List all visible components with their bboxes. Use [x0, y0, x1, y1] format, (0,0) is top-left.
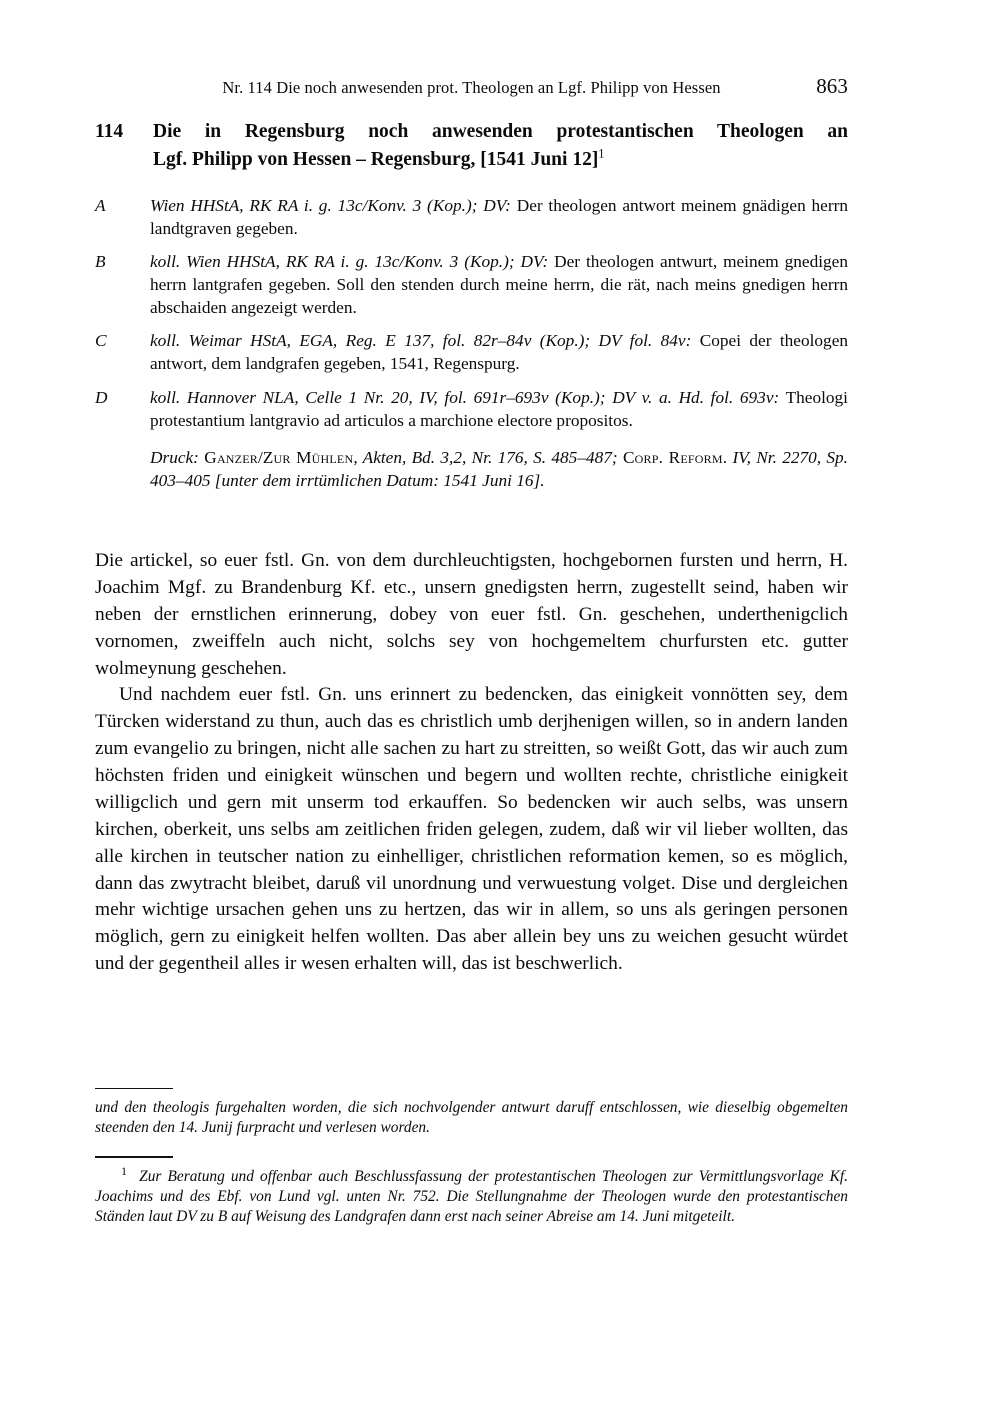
apparatus-description: Der theologen antwurt, meinem gnedigen herrn lantgrafen gegeben. Soll den stenden durch meine herrn, die rät, nach meins gnedigen herrn abschaiden angezeigt werden. — [150, 252, 848, 318]
apparatus-sigil: B — [95, 252, 106, 272]
apparatus-description: Copei der theologen antwort, dem landgrafen gegeben, 1541, Regenspurg. — [150, 331, 848, 374]
document-number: 114 — [95, 121, 124, 142]
apparatus-shelfmark: Wien HHStA, RK RA i. g. 13c/Konv. 3 (Kop.); DV: — [150, 196, 511, 215]
running-head — [95, 74, 848, 98]
footnote-rule-continuation — [95, 1088, 173, 1089]
footnote-1-marker: 1 — [121, 1163, 127, 1178]
druck-separator: / — [257, 447, 263, 467]
apparatus-body — [150, 386, 848, 432]
page-number: 863 — [816, 74, 848, 98]
druck-author-2: Zur Mühlen — [262, 447, 354, 467]
title-footnote-marker: 1 — [598, 146, 605, 161]
apparatus-entry-d — [95, 386, 848, 432]
footnote-rule-numbered — [95, 1156, 173, 1157]
apparatus-entry-b — [95, 250, 848, 319]
apparatus-body — [150, 329, 848, 375]
body-paragraph-2: Und nachdem euer fstl. Gn. uns erinnert zu bedencken, das einigkeit vonnötten sey, dem Türcken widerstand zu thun, auch das es christlich umb derjhenigen willen, so in andern landen zum evangelio zu bringen, nicht alle sachen zu hart zu streitten, so weißt Gott, das wir auch zum höchsten friden und einigkeit wünschen und begern und wollten rechte, christliche einigkeit willigclich und gern mit unserm tod erkauffen. So bedencken wir auch selbs, was unsern kirchen, oberkeit, uns selbs am zeitlichen friden gelegen, zudem, daß wir vil lieber wollten, das alle kirchen in teutscher nation zu einhelliger, christlichen reformation kemen, so es möglich, dann das zwytracht bleibet, daruß vil unordnung und verwuestung volget. Dise und dergleichen mehr wichtige ursachen gehen uns zu hertzen, das wir in allem, so uns als geringen personen möglich, gern zu einigkeit helfen wollten. Das aber allein bey uns zu weichen gesucht würdet und der gegentheil alles ir wesen erhalten will, das ist beschwerlich. — [95, 684, 848, 975]
apparatus-sigil: D — [95, 387, 108, 407]
document-title-line-1: Die in Regensburg noch anwesenden protestantischen Theologen an — [153, 121, 848, 142]
apparatus-shelfmark: koll. Weimar HStA, EGA, Reg. E 137, fol. 82r–84v (Kop.); DV fol. 84v: — [150, 331, 692, 351]
apparatus-entry-a — [95, 194, 848, 240]
footnote-1 — [95, 1163, 849, 1227]
footnote-1-text: Zur Beratung und offenbar auch Beschlussfassung der protestantischen Theologen zur Vermittlungsvorlage Kf. Joachims und des Ebf. von Lund vgl. unten Nr. 752. Die Stellungnahme der Theologen wurde den protestantischen Ständen laut DV zu B auf Weisung des Landgrafen dann erst nach seiner Abreise am 14. Juni mitgeteilt. — [95, 1167, 849, 1225]
apparatus-sigil: C — [95, 331, 107, 351]
body-paragraph-1: Die artickel, so euer fstl. Gn. von dem durchleuchtigsten, hochgebornen fursten und herrn, H. Joachim Mgf. zu Brandenburg Kf. etc., unsern gnedigsten herrn, zugestellt seind, haben wir neben der ernstlichen erinnerung, dobey von euer fstl. Gn. geschehen, underthenigclich vornomen, zweiffeln auch nicht, solchs sey von hochgemeltem churfursten etc. gutter wolmeynung geschehen. — [95, 550, 848, 679]
document-title — [95, 118, 848, 173]
apparatus-description: Der theologen antwort meinem gnädigen herrn landtgraven gegeben. — [150, 196, 848, 239]
source-apparatus — [95, 194, 848, 492]
apparatus-entry-c — [95, 329, 848, 375]
apparatus-description: Theologi protestantium lantgravio ad articulos a marchione electore propositos. — [150, 387, 848, 430]
footnote-group-numbered — [95, 1156, 848, 1226]
apparatus-shelfmark: koll. Wien HHStA, RK RA i. g. 13c/Konv. 3 (Kop.); DV: — [150, 252, 549, 272]
document-title-line-2 — [153, 146, 848, 174]
running-head-title: Nr. 114 Die noch anwesenden prot. Theologen an Lgf. Philipp von Hessen — [222, 78, 721, 97]
footnote-area — [95, 1088, 848, 1227]
druck-work-2: IV, Nr. 2270, Sp. 403–405 [unter dem irrtümlichen Datum: 1541 Juni 16]. — [150, 447, 848, 490]
druck-citation — [150, 446, 848, 492]
apparatus-sigil: A — [95, 196, 106, 215]
body-text — [95, 548, 848, 978]
druck-work-1: , Akten, Bd. 3,2, Nr. 176, S. 485–487; — [353, 447, 623, 467]
document-title-text — [153, 118, 848, 173]
druck-source-corp-reform: Corp. Reform. — [622, 447, 728, 467]
document-title-line-2-text: Lgf. Philipp von Hessen – Regensburg, [1541 Juni 12] — [153, 148, 599, 170]
apparatus-body — [150, 250, 848, 319]
druck-label: Druck: — [150, 447, 199, 467]
druck-author-1: Ganzer — [204, 447, 258, 467]
apparatus-body — [150, 194, 848, 240]
footnote-continuation: und den theologis furgehalten worden, die sich nochvolgender antwurt daruff entschlossen, wie dieselbig obgemelten steenden den 14. Junij furpracht und verlesen worden. — [95, 1099, 848, 1137]
apparatus-shelfmark: koll. Hannover NLA, Celle 1 Nr. 20, IV, fol. 691r–693v (Kop.); DV v. a. Hd. fol. 693v: — [150, 387, 780, 407]
